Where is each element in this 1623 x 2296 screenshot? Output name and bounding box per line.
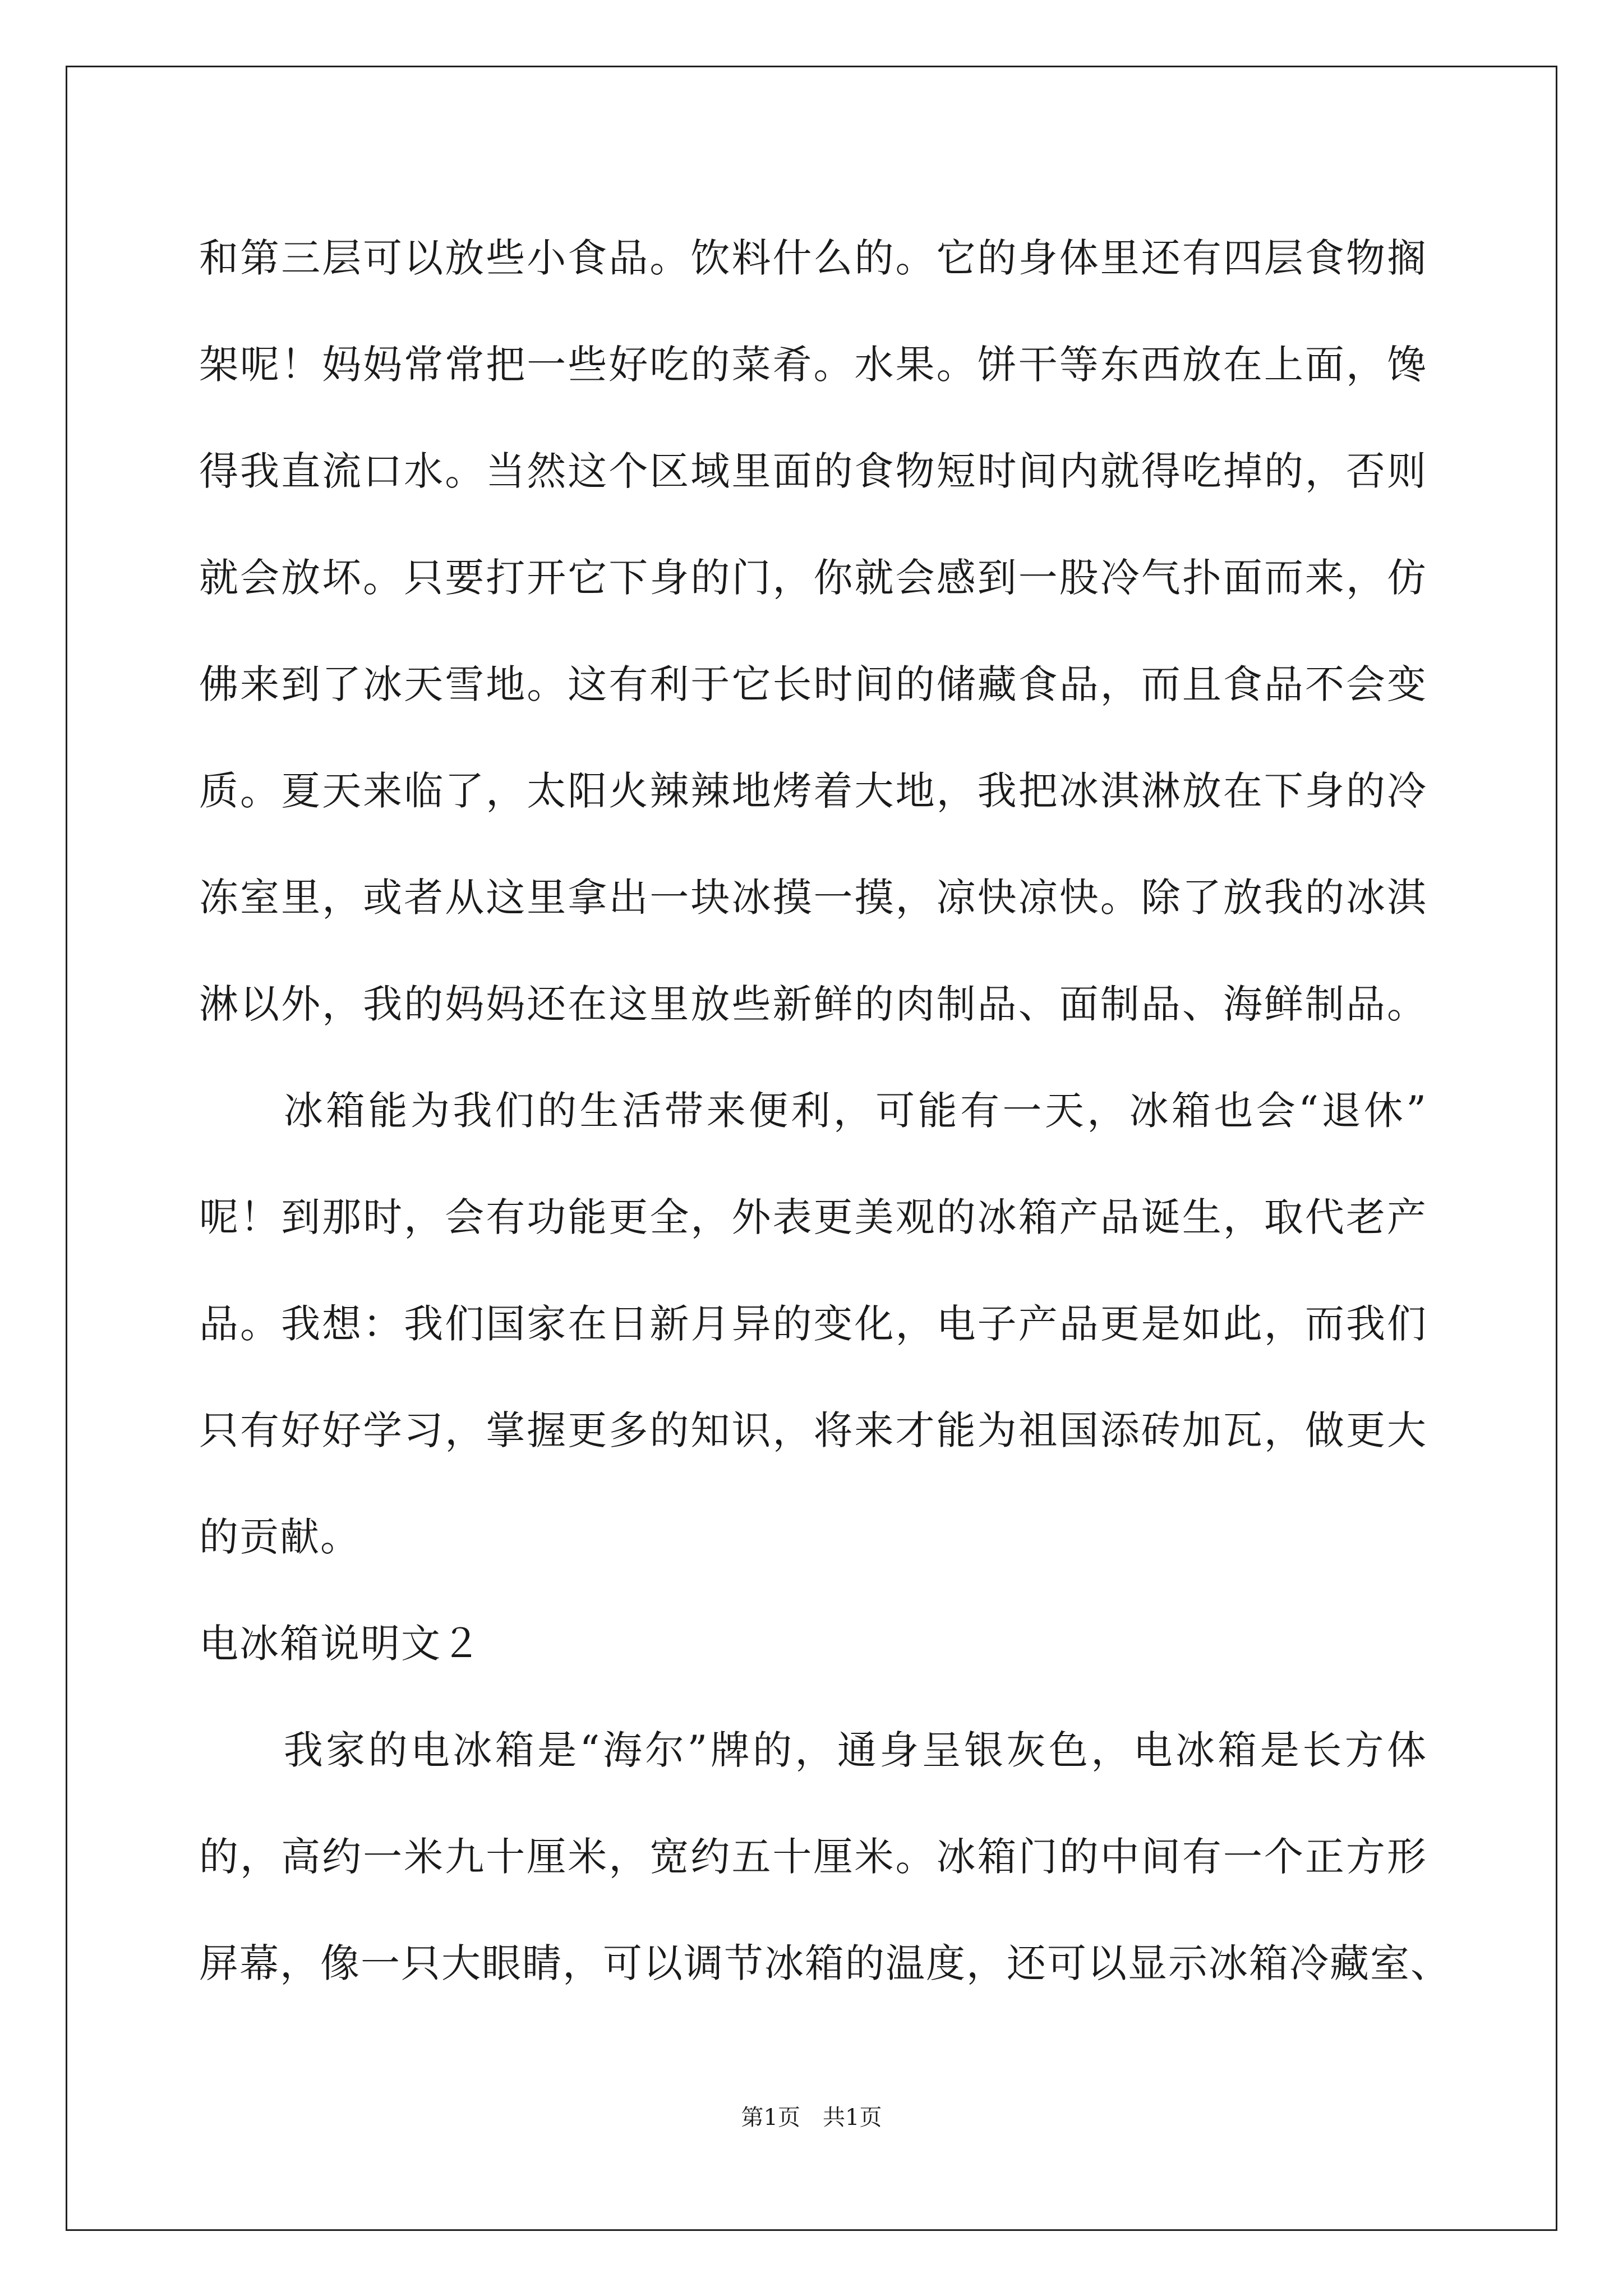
text-line: 屏幕，像一只大眼睛，可以调节冰箱的温度，还可以显示冰箱冷藏室、 — [199, 1940, 1451, 1986]
text-line: 淋以外，我的妈妈还在这里放些新鲜的肉制品、面制品、海鲜制品。 — [199, 981, 1427, 1027]
text-line: 只有好好学习，掌握更多的知识，将来才能为祖国添砖加瓦，做更大 — [199, 1407, 1427, 1453]
document-body — [199, 205, 1451, 2017]
text-line: 的贡献。 — [199, 1514, 361, 1560]
text-line: 就会放坏。只要打开它下身的门，你就会感到一股冷气扑面而来，仿 — [199, 555, 1427, 601]
text-line: 冰箱能为我们的生活带来便利，可能有一天，冰箱也会“退休” — [199, 1088, 1427, 1134]
text-line: 和第三层可以放些小食品。饮料什么的。它的身体里还有四层食物搁 — [199, 235, 1427, 281]
text-line: 质。夏天来临了，太阳火辣辣地烤着大地，我把冰淇淋放在下身的冷 — [199, 768, 1427, 814]
text-line: 架呢！妈妈常常把一些好吃的菜肴。水果。饼干等东西放在上面，馋 — [199, 342, 1427, 388]
text-line: 冻室里，或者从这里拿出一块冰摸一摸，凉快凉快。除了放我的冰淇 — [199, 875, 1427, 921]
text-line: 呢！到那时，会有功能更全，外表更美观的冰箱产品诞生，取代老产 — [199, 1194, 1427, 1240]
text-line: 佛来到了冰天雪地。这有利于它长时间的储藏食品，而且食品不会变 — [199, 661, 1427, 707]
text-line: 品。我想：我们国家在日新月异的变化，电子产品更是如此，而我们 — [199, 1301, 1427, 1347]
text-line: 的，高约一米九十厘米，宽约五十厘米。冰箱门的中间有一个正方形 — [199, 1834, 1427, 1880]
text-line: 得我直流口水。当然这个区域里面的食物短时间内就得吃掉的，否则 — [199, 448, 1427, 494]
page-footer: 第1页 共1页 — [741, 2105, 882, 2131]
text-line: 我家的电冰箱是“海尔”牌的，通身呈银灰色，电冰箱是长方体 — [199, 1727, 1427, 1773]
section-heading: 电冰箱说明文２ — [199, 1621, 482, 1667]
